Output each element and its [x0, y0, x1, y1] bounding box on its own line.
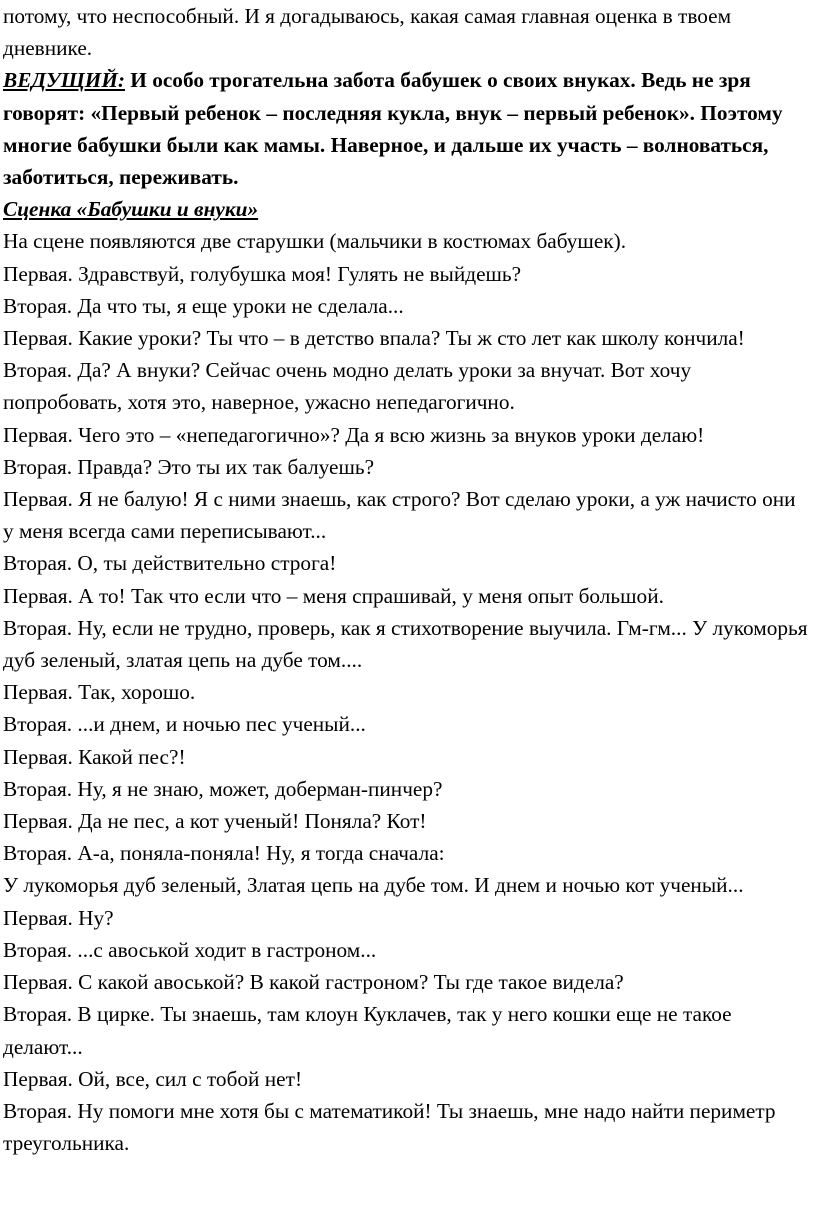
- scene-title: Сценка «Бабушки и внуки»: [3, 197, 259, 222]
- dialogue-line: Вторая. Ну, я не знаю, может, доберман-пинчер?: [3, 776, 443, 801]
- poem-line: У лукоморья дуб зеленый, Златая цепь на дубе том. И днем и ночью кот ученый...: [3, 873, 744, 898]
- dialogue-line: Первая. Чего это – «непедагогично»? Да я всю жизнь за внуков уроки делаю!: [3, 422, 705, 447]
- dialogue-line: Вторая. ...с авоськой ходит в гастроном...: [3, 937, 377, 962]
- dialogue-line: Вторая. Да? А внуки? Сейчас очень модно делать уроки за внучат. Вот хочу попробовать, хотя это, наверное, ужасно непедагогично.: [3, 358, 692, 415]
- dialogue-line: Вторая. Ну, если не трудно, проверь, как я стихотворение выучила. Гм-гм... У лукоморья дуб зеленый, златая цепь на дубе том....: [3, 615, 808, 673]
- dialogue-line: Первая. С какой авоськой? В какой гастроном? Ты где такое видела?: [3, 970, 624, 995]
- dialogue-line: Первая. Ой, все, сил с тобой нет!: [3, 1066, 303, 1091]
- dialogue-line: Первая. Так, хорошо.: [3, 680, 196, 705]
- dialogue-line: Первая. А то! Так что если что – меня спрашивай, у меня опыт большой.: [3, 583, 664, 608]
- dialogue-line: Вторая. Да что ты, я еще уроки не сделала...: [3, 293, 404, 318]
- dialogue-line: Первая. Да не пес, а кот ученый! Поняла? Кот!: [3, 809, 427, 834]
- host-label: ВЕДУЩИЙ:: [3, 68, 125, 93]
- dialogue-line: Первая. Какие уроки? Ты что – в детство впала? Ты ж сто лет как школу кончила!: [3, 326, 745, 351]
- dialogue-line: Вторая. Правда? Это ты их так балуешь?: [3, 454, 375, 479]
- dialogue: [3, 225, 810, 1159]
- dialogue-line: Вторая. О, ты действительно строга!: [3, 551, 337, 576]
- dialogue-line: Вторая. В цирке. Ты знаешь, там клоун Куклачев, так у него кошки еще не такое делают...: [3, 1002, 732, 1059]
- host-text: И особо трогательна забота бабушек о своих внуках. Ведь не зря говорят: «Первый ребенок – последняя кукла, внук – первый ребенок». Поэтому многие бабушки были как мамы. Наверное, и дальше их участь – волноваться, заботиться, переживать.: [3, 68, 783, 190]
- opening-paragraph: потому, что неспособный. И я догадываюсь, какая самая главная оценка в твоем дневнике.: [3, 4, 732, 61]
- dialogue-line: Первая. Здравствуй, голубушка моя! Гулять не выйдешь?: [3, 261, 522, 286]
- dialogue-line: Вторая. А-а, поняла-поняла! Ну, я тогда сначала:: [3, 841, 445, 866]
- dialogue-line: Первая. Какой пес?!: [3, 744, 186, 769]
- dialogue-line: Вторая. ...и днем, и ночью пес ученый...: [3, 712, 366, 737]
- stage-direction: На сцене появляются две старушки (мальчики в костюмах бабушек).: [3, 229, 627, 254]
- host-paragraph: [3, 64, 810, 193]
- dialogue-line: Первая. Ну?: [3, 905, 114, 930]
- dialogue-line: Вторая. Ну помоги мне хотя бы с математикой! Ты знаешь, мне надо найти периметр треугольника.: [3, 1098, 776, 1156]
- dialogue-line: Первая. Я не балую! Я с ними знаешь, как строго? Вот сделаю уроки, а уж начисто они у меня всегда сами переписывают...: [3, 487, 796, 544]
